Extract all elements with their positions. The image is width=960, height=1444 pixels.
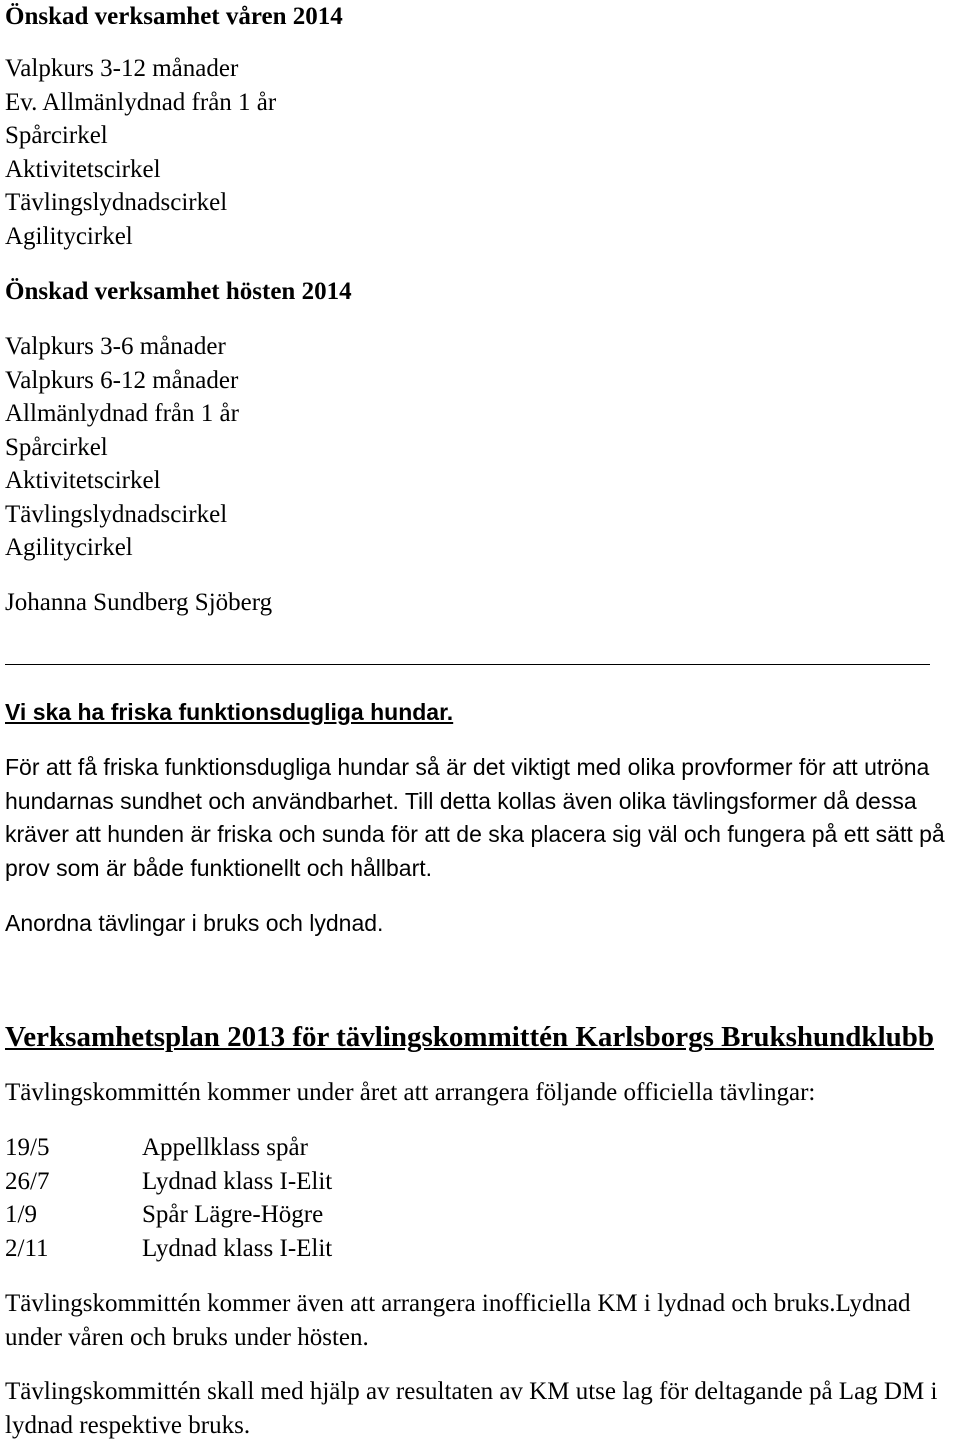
table-row [5,1165,332,1199]
team-selection-paragraph [5,1375,937,1442]
list-item: Spårcirkel [5,122,108,150]
competition-date: 19/5 [5,1134,50,1162]
list-item: Aktivitetscirkel [5,467,161,495]
spring-heading: Önskad verksamhet våren 2014 [5,3,343,30]
list-item: Agilitycirkel [5,534,133,562]
autumn-heading: Önskad verksamhet hösten 2014 [5,278,352,306]
list-item: Valpkurs 3-6 månader [5,333,226,361]
paragraph-line: Tävlingskommittén kommer även att arrangera inofficiella KM i lydnad och bruks.Lydnad [5,1290,911,1318]
paragraph-line: hundarnas sundhet och användbarhet. Till detta kollas även olika tävlingsformer då dessa [5,787,917,814]
unofficial-km-paragraph [5,1287,911,1354]
list-item: Valpkurs 6-12 månader [5,366,239,394]
paragraph-line: under våren och bruks under hösten. [5,1323,369,1351]
health-action: Anordna tävlingar i bruks och lydnad. [5,910,384,937]
list-item: Agilitycirkel [5,222,133,250]
horizontal-rule [5,664,930,665]
spring-activity-list [5,52,276,253]
paragraph-line: lydnad respektive bruks. [5,1411,251,1439]
list-item: Spårcirkel [5,433,108,461]
competition-date: 2/11 [5,1234,49,1262]
competition-name: Appellklass spår [142,1134,308,1162]
paragraph-line: För att få friska funktionsdugliga hundar så är det viktigt med olika provformer för att utröna [5,754,930,781]
competition-name: Lydnad klass I-Elit [142,1234,333,1262]
list-item: Allmänlydnad från 1 år [5,400,239,428]
list-item: Ev. Allmänlydnad från 1 år [5,88,277,116]
competition-date: 26/7 [5,1167,50,1195]
competition-name: Lydnad klass I-Elit [142,1167,333,1195]
competition-name: Spår Lägre-Högre [142,1201,324,1229]
table-row [5,1232,332,1266]
plan-intro: Tävlingskommittén kommer under året att arrangera följande officiella tävlingar: [5,1079,816,1107]
health-heading: Vi ska ha friska funktionsdugliga hundar. [5,699,454,726]
competition-date: 1/9 [5,1201,37,1229]
list-item: Aktivitetscirkel [5,155,161,183]
paragraph-line: Tävlingskommittén skall med hjälp av resultaten av KM utse lag för deltagande på Lag DM i [5,1378,938,1406]
list-item: Tävlingslydnadscirkel [5,500,228,528]
table-row [5,1198,332,1232]
list-item: Valpkurs 3-12 månader [5,55,239,83]
health-paragraph [5,751,945,885]
autumn-activity-list [5,330,239,565]
paragraph-line: prov som är både funktionellt och hållbart. [5,854,433,881]
competition-table [5,1131,332,1265]
list-item: Tävlingslydnadscirkel [5,189,228,217]
table-row [5,1131,332,1165]
signature: Johanna Sundberg Sjöberg [5,589,273,617]
plan-title: Verksamhetsplan 2013 för tävlingskommittén Karlsborgs Brukshundklubb [5,1021,935,1053]
paragraph-line: kräver att hunden är friska och sunda för att de ska placera sig väl och fungera på ett sätt på [5,821,945,848]
